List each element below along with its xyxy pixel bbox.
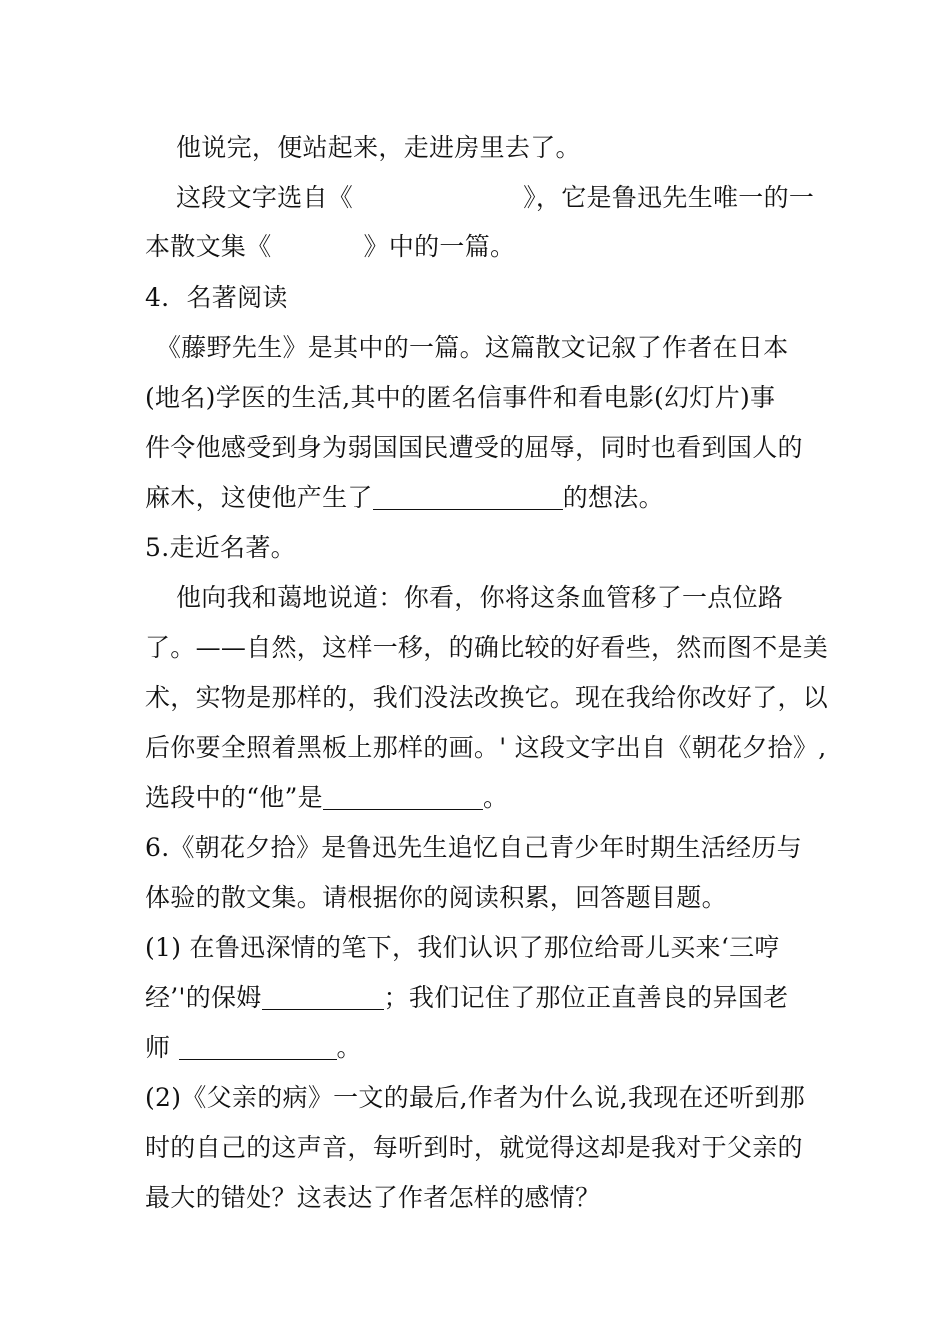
text-line — [156, 331, 789, 365]
text-line — [145, 781, 508, 815]
text-line — [145, 981, 788, 1015]
text-line — [145, 481, 664, 515]
paragraph-text: 的想法。 — [562, 483, 664, 512]
text-line — [145, 1081, 805, 1115]
paragraph-text: ；我们记住了那位正直善良的异国老 — [383, 983, 789, 1012]
text-line — [145, 1131, 803, 1165]
paragraph-text: (地名)学医的生活,其中的匿名信事件和看电影(幻灯片)事 — [145, 383, 776, 412]
question-heading — [145, 531, 296, 565]
paragraph-text: 》中的一篇。 — [363, 232, 516, 261]
text-line — [145, 1181, 600, 1215]
answer-blank[interactable] — [262, 985, 384, 1010]
paragraph-text: 6.《朝花夕拾》是鲁迅先生追忆自己青少年时期生活经历与 — [145, 833, 802, 862]
paragraph-text: 术，实物是那样的，我们没法改换它。现在我给你改好了，以 — [145, 683, 829, 712]
text-line — [145, 731, 826, 765]
paragraph-text: 后你要全照着黑板上那样的画。' 这段文字出自《朝花夕拾》, — [145, 733, 827, 762]
paragraph-text: 时的自己的这声音，每听到时，就觉得这却是我对于父亲的 — [145, 1133, 803, 1162]
paragraph-text: 经’'的保姆 — [145, 983, 262, 1012]
text-line — [176, 581, 783, 615]
paragraph-text: 》，它是鲁迅先生唯一的一 — [523, 183, 815, 212]
paragraph-text: 师 — [145, 1033, 179, 1062]
text-line — [176, 131, 581, 165]
paragraph-text: 件令他感受到身为弱国国民遭受的屈辱，同时也看到国人的 — [145, 433, 803, 462]
paragraph-text: 最大的错处？这表达了作者怎样的感情？ — [145, 1183, 601, 1212]
question-heading-text: 5.走近名著。 — [145, 533, 296, 562]
paragraph-text: 这段文字选自《 — [176, 183, 354, 212]
answer-blank[interactable] — [179, 1035, 337, 1060]
text-line — [145, 631, 828, 665]
question-heading-text: 4．名著阅读 — [145, 283, 288, 312]
answer-blank[interactable] — [373, 485, 563, 510]
paragraph-text: 他向我和蔼地说道：你看，你将这条血管移了一点位路 — [176, 583, 784, 612]
text-line — [145, 381, 775, 415]
answer-blank[interactable] — [323, 785, 483, 810]
paragraph-text: 他说完，便站起来，走进房里去了。 — [176, 133, 581, 162]
paragraph-text: 了。——自然，这样一移，的确比较的好看些，然而图不是美 — [145, 633, 829, 662]
paragraph-text: (2)《父亲的病》一文的最后,作者为什么说,我现在还听到那 — [145, 1083, 806, 1112]
paragraph-text: 本散文集《 — [145, 232, 272, 261]
text-line — [145, 230, 515, 264]
text-line — [176, 181, 814, 215]
text-line — [145, 431, 803, 465]
paragraph-text: 。 — [482, 783, 509, 812]
text-line — [145, 881, 727, 915]
text-line — [145, 681, 828, 715]
text-line — [145, 931, 780, 965]
paragraph-text: (1) 在鲁迅深情的笔下，我们认识了那位给哥儿买来‘三哼 — [145, 933, 780, 962]
paragraph-text: 。 — [336, 1033, 362, 1062]
paragraph-text: 选段中的“他”是 — [145, 783, 323, 812]
paragraph-text: 麻木，这使他产生了 — [145, 483, 373, 512]
paragraph-text: 体验的散文集。请根据你的阅读积累，回答题目题。 — [145, 883, 727, 912]
question-heading — [145, 281, 288, 315]
text-line — [145, 1031, 362, 1065]
paragraph-text: 《藤野先生》是其中的一篇。这篇散文记叙了作者在日本 — [156, 333, 789, 362]
text-line — [145, 831, 802, 865]
